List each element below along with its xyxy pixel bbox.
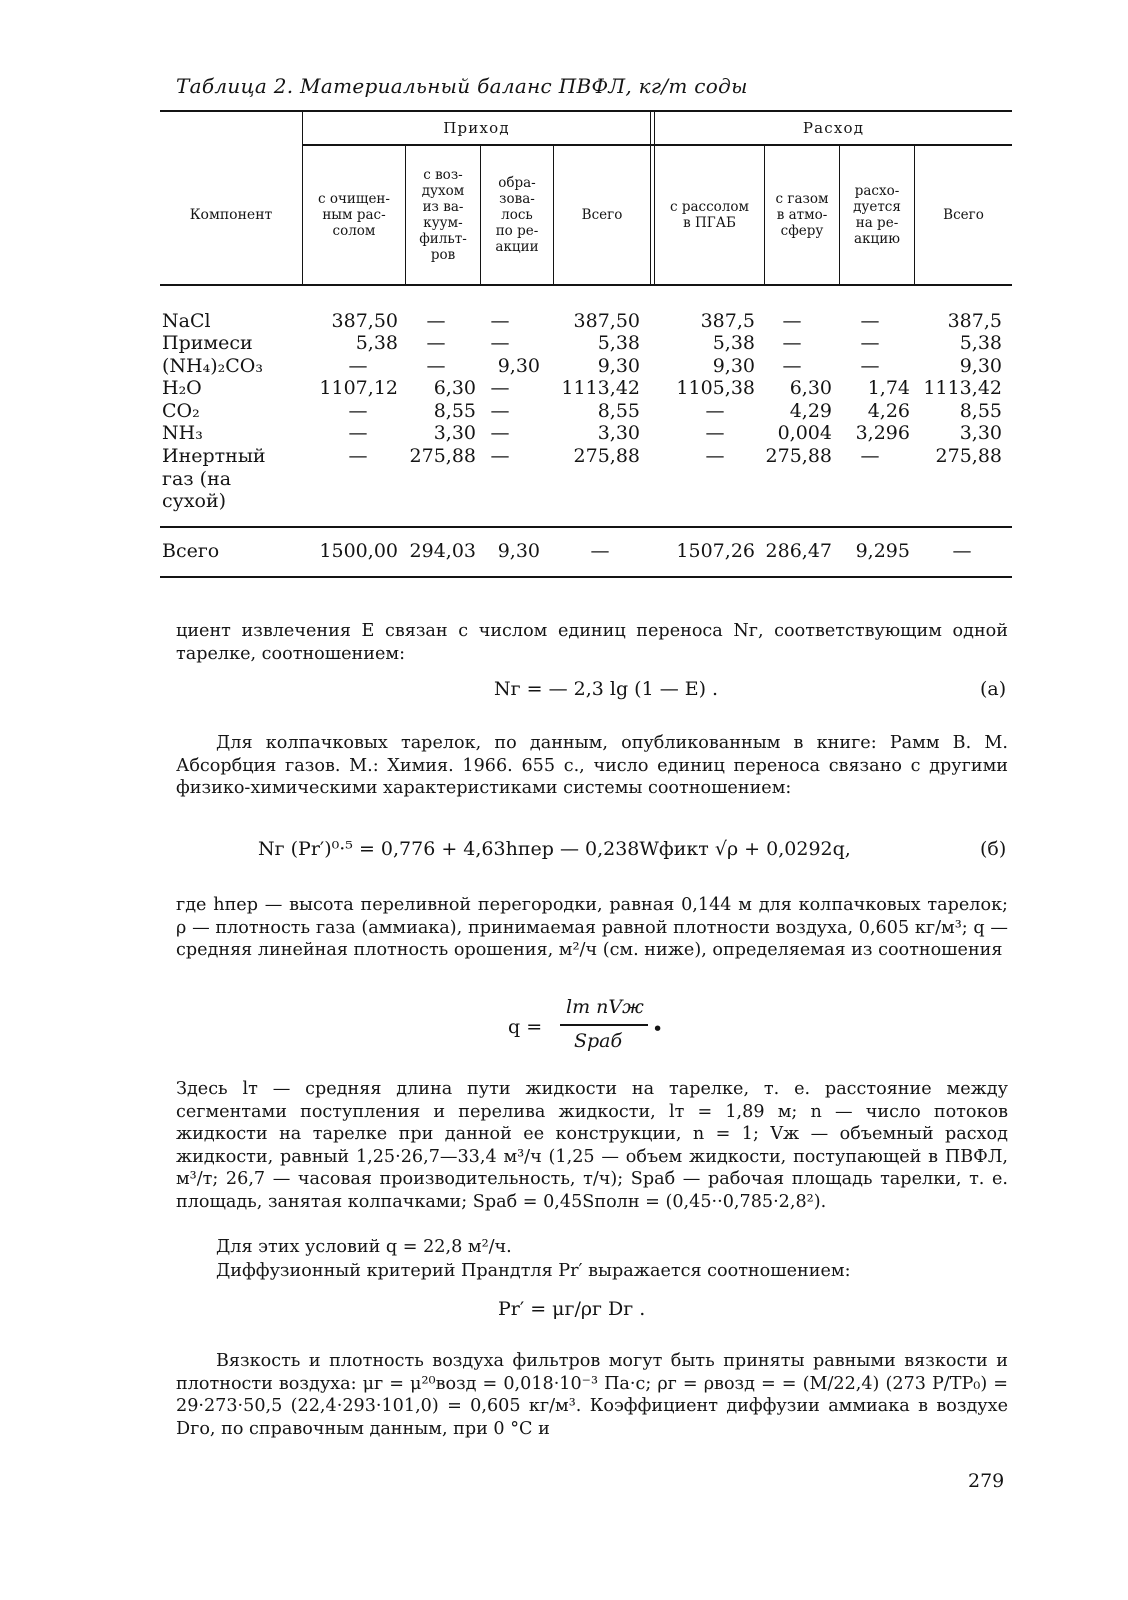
table-cell: —: [348, 400, 368, 422]
table-cell: —: [860, 355, 880, 377]
table-bottom-rule: [160, 576, 1012, 578]
table-cell: 4,29: [789, 400, 832, 422]
table-cell: 387,50: [331, 310, 398, 332]
table-cell: —: [490, 422, 510, 444]
table-cell: —: [782, 355, 802, 377]
table-cell: —: [860, 310, 880, 332]
total-cell: 9,30: [497, 540, 540, 562]
table-cell: 5,38: [712, 332, 755, 354]
table-cell: 8,55: [597, 400, 640, 422]
paragraph-6: Диффузионный критерий Прандтля Pr′ выражается соотношением:: [216, 1261, 851, 1281]
table-cell: 1113,42: [923, 377, 1002, 399]
table-cell: —: [426, 355, 446, 377]
component-name: (NH₄)₂CO₃: [162, 355, 263, 377]
component-name: Инертный газ (на сухой): [162, 445, 266, 512]
formula-q-fraction-bar: [560, 1024, 648, 1026]
table-cell: —: [426, 310, 446, 332]
component-name: NaCl: [162, 310, 211, 332]
paragraph-3: где hпер — высота переливной перегородки, равная 0,144 м для колпачковых тарелок; ρ — плотность газа (аммиака), принимаемая равной плотности воздуха, 0,605 кг/м³; q — средняя линейная плотность орошения, м²/ч (см. ниже), определяемая из соотношения: [176, 895, 1008, 960]
table-cell: 8,55: [433, 400, 476, 422]
page-number: 279: [968, 1470, 1005, 1492]
table-cell: 9,30: [959, 355, 1002, 377]
table-cell: —: [705, 400, 725, 422]
table-cell: 9,30: [712, 355, 755, 377]
formula-a: Nг = — 2,3 lg (1 — E) .: [494, 678, 719, 700]
table-cell: —: [426, 332, 446, 354]
table-cell: 1,74: [867, 377, 910, 399]
table-cell: 4,26: [867, 400, 910, 422]
paragraph-7: Вязкость и плотность воздуха фильтров могут быть приняты равными вязкости и плотности воздуха: μг = μ²⁰возд = 0,018·10⁻³ Па·с; ρг = ρвозд = = (M/22,4) (273 P/TP₀) = 29·273·50,5 (22,4·293·101,0) = 0,605 кг/м³. Коэффициент диффузии аммиака в воздухе Dго, по справочным данным, при 0 °С и: [176, 1351, 1008, 1439]
formula-q-dot: •: [652, 1018, 664, 1040]
table-cell: —: [490, 310, 510, 332]
formula-prandtl: Pr′ = μг/ρг Dг .: [498, 1298, 646, 1320]
table-cell: 5,38: [597, 332, 640, 354]
income-col-3: обра- зова- лось по ре- акции: [495, 175, 539, 255]
paragraph-4: Здесь lт — средняя длина пути жидкости на тарелке, т. е. расстояние между сегментами поступления и перелива жидкости, lт = 1,89 м; n — число потоков жидкости на тарелке при данной ее конструкции, n = 1; Vж — объемный расход жидкости, равный 1,25·26,7—33,4 м³/ч (1,25 — объем жидкости, поступающей в ПВФЛ, м³/т; 26,7 — часовая производительность, т/ч); Sраб — рабочая площадь тарелки, т. е. площадь, занятая колпачками; Sраб = 0,45Sполн = (0,45··0,785·2,8²).: [176, 1079, 1008, 1212]
formula-b-number: (б): [980, 838, 1007, 860]
total-cell: 1500,00: [319, 540, 398, 562]
table-cell: 1107,12: [319, 377, 398, 399]
income-col-2: с воз- духом из ва- куум- фильт- ров: [419, 167, 467, 263]
outcome-col-2: с газом в атмо- сферу: [775, 191, 829, 239]
table-cell: 3,30: [597, 422, 640, 444]
table-cell: —: [782, 332, 802, 354]
table-cell: —: [490, 445, 510, 467]
table-cell: 6,30: [433, 377, 476, 399]
table-cell: 5,38: [959, 332, 1002, 354]
component-header: Компонент: [189, 207, 273, 223]
component-name: H₂O: [162, 377, 202, 399]
table-cell: 275,88: [409, 445, 476, 467]
income-col-total: Всего: [581, 207, 623, 223]
table-cell: —: [705, 445, 725, 467]
total-cell: 1507,26: [676, 540, 755, 562]
formula-a-number: (а): [980, 678, 1007, 700]
total-label: Всего: [162, 540, 220, 562]
table-cell: 275,88: [765, 445, 832, 467]
outcome-col-3: расхо- дуется на ре- акцию: [853, 183, 901, 247]
material-balance-table: [160, 110, 1012, 590]
table-cell: —: [490, 332, 510, 354]
total-cell: 9,295: [855, 540, 910, 562]
formula-q-denominator: Sраб: [574, 1030, 623, 1052]
table-cell: 3,296: [855, 422, 910, 444]
outcome-col-1: с рассолом в ПГАБ: [670, 199, 749, 231]
table-cell: 9,30: [497, 355, 540, 377]
table-cell: —: [860, 445, 880, 467]
table-cell: —: [782, 310, 802, 332]
paragraph-2: Для колпачковых тарелок, по данным, опубликованным в книге: Рамм В. М. Абсорбция газов. М.: Химия. 1966. 655 с., число единиц переноса связано с другими физико-химическими характеристиками системы соотношением:: [176, 733, 1008, 798]
outcome-header: Расход: [802, 119, 865, 137]
table-cell: 3,30: [959, 422, 1002, 444]
table-cell: —: [348, 355, 368, 377]
table-cell: 1105,38: [676, 377, 755, 399]
table-cell: —: [490, 377, 510, 399]
table-cell: —: [490, 400, 510, 422]
total-cell: —: [952, 540, 972, 562]
component-name: CO₂: [162, 400, 200, 422]
paragraph-1: циент извлечения E связан с числом единиц переноса Nг, соответствующим одной тарелке, соотношением:: [176, 621, 1008, 664]
formula-b: Nг (Pr′)⁰·⁵ = 0,776 + 4,63hпер — 0,238Wфикт √ρ + 0,0292q,: [258, 838, 851, 860]
total-cell: 286,47: [765, 540, 832, 562]
total-cell: —: [590, 540, 610, 562]
table-cell: —: [705, 422, 725, 444]
table-cell: 6,30: [789, 377, 832, 399]
table-cell: —: [860, 332, 880, 354]
table-cell: 387,5: [700, 310, 755, 332]
table-cell: 0,004: [777, 422, 832, 444]
income-col-1: с очищен- ным рас- солом: [317, 191, 390, 239]
formula-q-lhs: q =: [508, 1016, 543, 1038]
formula-q-numerator: lт nVж: [566, 996, 644, 1018]
table-cell: 1113,42: [561, 377, 640, 399]
table-top-rule: [160, 110, 1012, 112]
table-cell: 3,30: [433, 422, 476, 444]
table-cell: 8,55: [959, 400, 1002, 422]
total-cell: 294,03: [409, 540, 476, 562]
component-name: Примеси: [162, 332, 253, 354]
outcome-col-total: Всего: [943, 207, 984, 223]
table-cell: 5,38: [355, 332, 398, 354]
table-cell: 387,50: [573, 310, 640, 332]
table-cell: 387,5: [947, 310, 1002, 332]
table-cell: —: [348, 445, 368, 467]
table-cell: —: [348, 422, 368, 444]
component-name: NH₃: [162, 422, 203, 444]
table-cell: 275,88: [573, 445, 640, 467]
total-top-rule: [160, 526, 1012, 528]
table-cell: 275,88: [935, 445, 1002, 467]
group-divider-a: [650, 110, 651, 285]
table-cell: 9,30: [597, 355, 640, 377]
paragraph-5: Для этих условий q = 22,8 м²/ч.: [216, 1237, 512, 1257]
table-caption: Таблица 2. Материальный баланс ПВФЛ, кг/т соды: [176, 74, 748, 98]
income-header: Приход: [443, 119, 510, 137]
